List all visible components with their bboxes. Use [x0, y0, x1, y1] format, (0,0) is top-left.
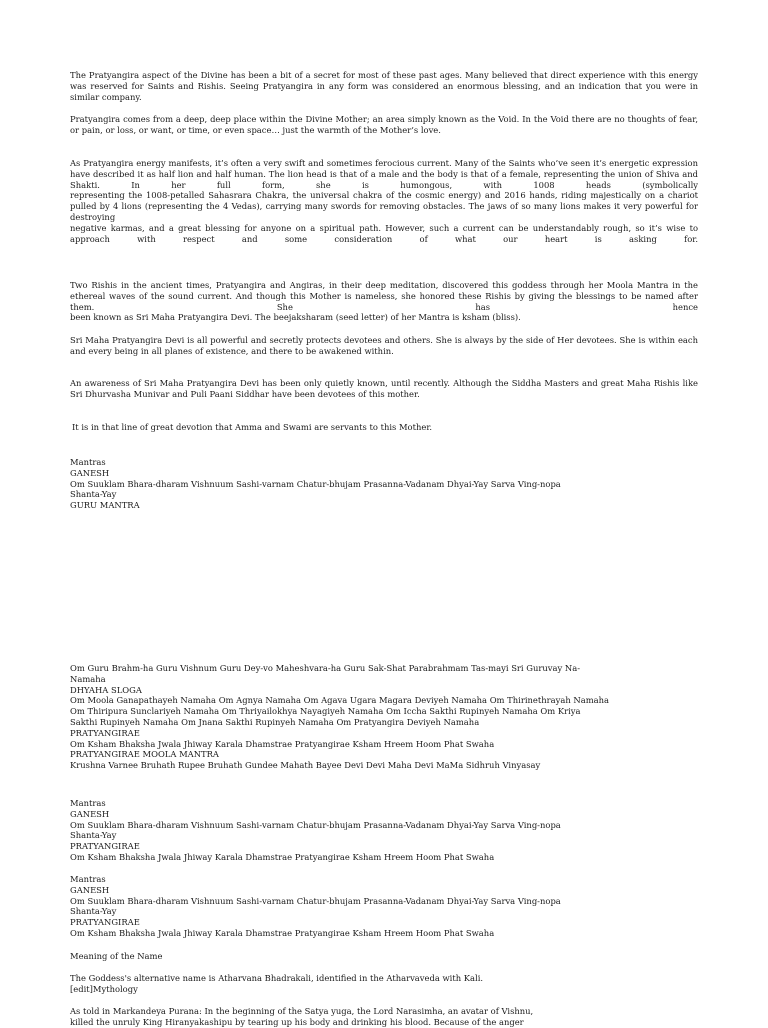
- mantra-heading: GANESH: [70, 808, 110, 819]
- mantra-text: Om Moola Ganapathayeh Namaha Om Agnya Namaha Om Agava Ugara Magara Deviyeh Namaha Om Thirinethrayah Namaha: [70, 695, 610, 706]
- mantra-text: Om Ksham Bhaksha Jwala Jhiway Karala Dhamstrae Pratyangirae Ksham Hreem Hoom Phat Swaha: [70, 738, 495, 749]
- mantra-text: Sakthi Rupinyeh Namaha Om Jnana Sakthi Rupinyeh Namaha Om Pratyangira Deviyeh Namaha: [70, 716, 480, 727]
- mantras-block-3: [70, 798, 698, 863]
- mythology-paragraph: [70, 1006, 698, 1028]
- mantras-block-1: [70, 457, 698, 511]
- intro-paragraph-2: Pratyangira comes from a deep, deep place within the Divine Mother; an area simply known as the Void. In the Void there are no thoughts of fear, or pain, or loss, or want, or time, or even space… just the warmth of the Mother’s love.: [70, 114, 698, 135]
- mantras-block-4: [70, 874, 698, 939]
- section-label: Mantras: [70, 798, 106, 808]
- section-label: Mantras: [70, 457, 106, 467]
- mantra-text: Shanta-Yay: [70, 489, 117, 500]
- section-label: Mantras: [70, 874, 106, 884]
- mantra-heading: PRATYANGIRAE: [70, 727, 140, 738]
- intro-paragraph-7: It is in that line of great devotion that Amma and Swami are servants to this Mother.: [72, 422, 433, 432]
- intro-paragraph-3: [70, 158, 698, 244]
- mantra-text: Namaha: [70, 673, 106, 684]
- mantra-heading: GURU MANTRA: [70, 500, 140, 511]
- mantra-heading: PRATYANGIRAE: [70, 841, 140, 852]
- intro-paragraph-5: Sri Maha Pratyangira Devi is all powerful and secretly protects devotees and others. She is always by the side of Her devotees. She is within each and every being in all planes of existence, and there to be awakened within.: [70, 335, 698, 356]
- mantra-heading: PRATYANGIRAE MOOLA MANTRA: [70, 749, 219, 760]
- paragraph-3-part-3: negative karmas, and a great blessing for anyone on a spiritual path. However, such a current can be understandably rough, so it’s wise to approach with respect and some consideration of what our heart is asking for.: [70, 222, 698, 244]
- mantra-heading: DHYAHA SLOGA: [70, 684, 142, 695]
- mantra-text: Krushna Varnee Bruhath Rupee Bruhath Gundee Mahath Bayee Devi Devi Maha Devi MaMa Sidhruh Vinyasay: [70, 760, 541, 771]
- intro-paragraph-6: An awareness of Sri Maha Pratyangira Devi has been only quietly known, until recently. Although the Siddha Masters and great Maha Rishis like Sri Dhurvasha Munivar and Puli Paani Siddhar have been devotees of this mother.: [70, 378, 698, 399]
- mantra-text: Om Ksham Bhaksha Jwala Jhiway Karala Dhamstrae Pratyangirae Ksham Hreem Hoom Phat Swaha: [70, 927, 495, 938]
- mantras-block-2: [70, 663, 710, 771]
- wiki-edit-mythology-link[interactable]: [edit]Mythology: [70, 983, 138, 994]
- meaning-text: The Goddess's alternative name is Atharvana Bhadrakali, identified in the Atharvaveda with Kali.: [70, 973, 484, 983]
- mantra-text: Om Suuklam Bhara-dharam Vishnuum Sashi-varnam Chatur-bhujam Prasanna-Vadanam Dhyai-Yay Sarva Ving-nopa: [70, 819, 561, 830]
- mantra-text: Shanta-Yay: [70, 906, 117, 917]
- intro-paragraph-4: [70, 280, 698, 323]
- mantra-heading: GANESH: [70, 467, 110, 478]
- mantra-heading: GANESH: [70, 884, 110, 895]
- mantra-text: Om Thiripura Sunclariyeh Namaha Om Thriyailokhya Nayagiyeh Namaha Om Iccha Sakthi Rupinyeh Namaha Om Kriya: [70, 706, 581, 717]
- mantra-text: Om Suuklam Bhara-dharam Vishnuum Sashi-varnam Chatur-bhujam Prasanna-Vadanam Dhyai-Yay Sarva Ving-nopa: [70, 895, 561, 906]
- mythology-text: As told in Markandeya Purana: In the beginning of the Satya yuga, the Lord Narasimha, an avatar of Vishnu,: [70, 1006, 534, 1016]
- meaning-block: [70, 973, 698, 995]
- paragraph-3-part-2: representing the 1008-petalled Sahasrara Chakra, the universal chakra of the cosmic energy) and 2016 hands, riding majestically on a chariot pulled by 4 lions (representing the 4 Vedas), carrying many swords for removing obstacles. The jaws of so many lions makes it very powerful for destroying: [70, 190, 698, 222]
- mantra-heading: PRATYANGIRAE: [70, 917, 140, 928]
- mantra-text: Om Guru Brahm-ha Guru Vishnum Guru Dey-vo Maheshvara-ha Guru Sak-Shat Parabrahmam Tas-mayi Sri Guruvay Na-: [70, 663, 581, 673]
- meaning-heading: Meaning of the Name: [70, 951, 163, 961]
- mantra-text: Om Ksham Bhaksha Jwala Jhiway Karala Dhamstrae Pratyangirae Ksham Hreem Hoom Phat Swaha: [70, 851, 495, 862]
- mantra-text: Shanta-Yay: [70, 830, 117, 841]
- mythology-text: killed the unruly King Hiranyakashipu by tearing up his body and drinking his blood. Because of the anger: [70, 1016, 524, 1027]
- paragraph-4-part-2: been known as Sri Maha Pratyangira Devi. The beejaksharam (seed letter) of her Mantra is ksham (bliss).: [70, 312, 521, 323]
- paragraph-3-part-1: As Pratyangira energy manifests, it’s often a very swift and sometimes ferocious current. Many of the Saints who’ve seen it’s energetic expression have described it as half lion and half human. The lion head is that of a male and the body is that of a female, representing the union of Shiva and Shakti. In her full form, she is humongous, with 1008 heads (symbolically: [70, 158, 698, 190]
- intro-paragraph-1: The Pratyangira aspect of the Divine has been a bit of a secret for most of these past ages. Many believed that direct experience with this energy was reserved for Saints and Rishis. Seeing Pratyangira in any form was considered an enormous blessing, and an indication that you were in similar company.: [70, 70, 698, 102]
- mantra-text: Om Suuklam Bhara-dharam Vishnuum Sashi-varnam Chatur-bhujam Prasanna-Vadanam Dhyai-Yay Sarva Ving-nopa: [70, 478, 561, 489]
- paragraph-4-part-1: Two Rishis in the ancient times, Pratyangira and Angiras, in their deep meditation, discovered this goddess through her Moola Mantra in the ethereal waves of the sound current. And though this Mother is nameless, she honored these Rishis by giving the blessings to be named after them. She has hence: [70, 280, 698, 312]
